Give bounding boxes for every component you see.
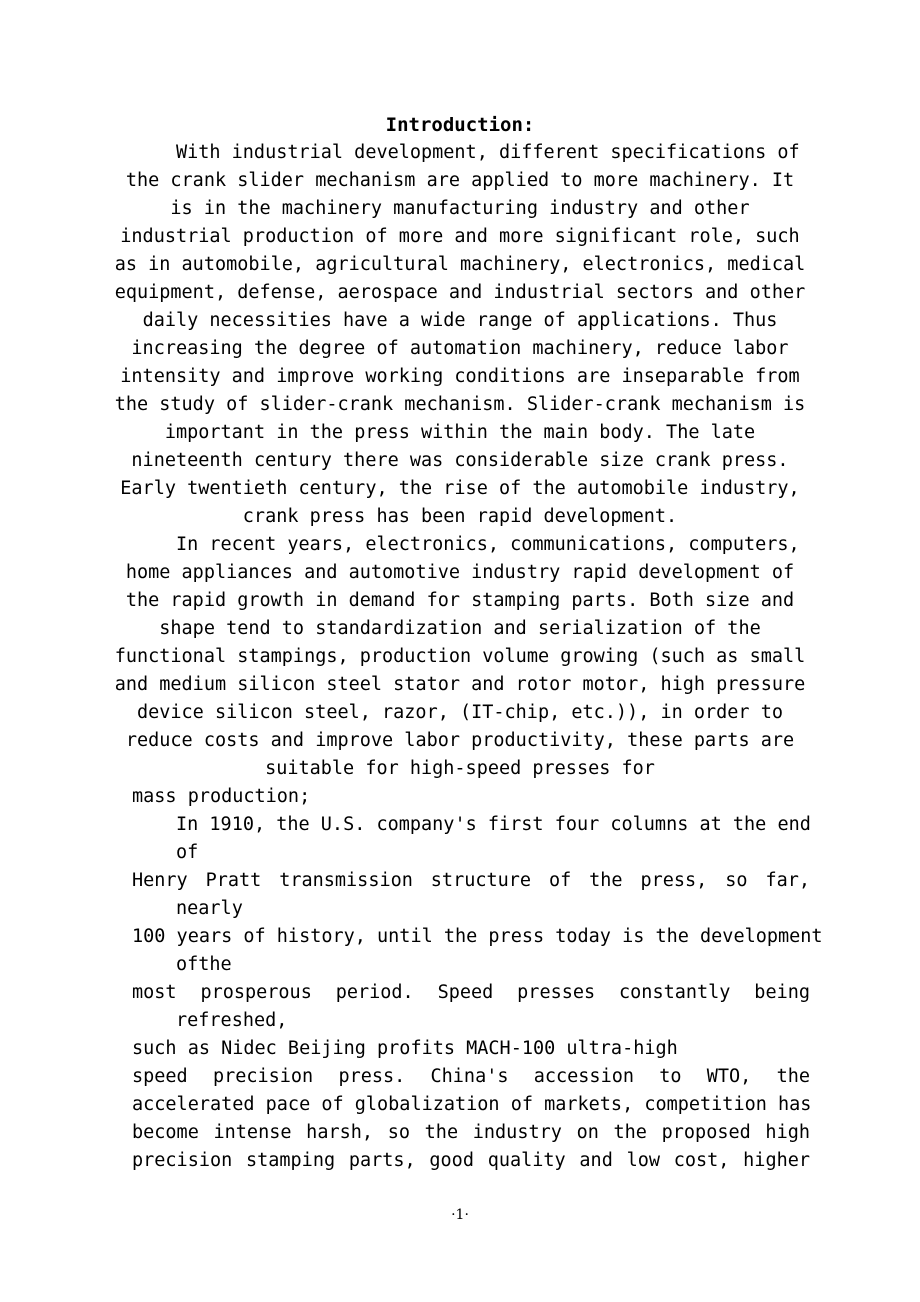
body-line: shape tend to standardization and serialization of the	[159, 618, 761, 639]
body-line: ofthe	[176, 954, 232, 975]
body-line: mass production;	[132, 786, 311, 807]
body-line: the rapid growth in demand for stamping parts. Both size and	[125, 590, 795, 611]
body-line: intensity and improve working conditions are inseparable from	[120, 366, 800, 387]
body-line: crank press has been rapid development.	[242, 506, 678, 527]
body-line: Early twentieth century, the rise of the automobile industry,	[120, 478, 800, 499]
body-line: With industrial development, different specifications of	[120, 142, 800, 163]
body-line: nearly	[176, 898, 243, 919]
body-line: speed precision press. China's accession to WTO, the	[132, 1066, 810, 1087]
page-number: ·1·	[451, 1207, 469, 1223]
body-line: and medium silicon steel stator and rotor motor, high pressure	[114, 674, 806, 695]
body-line: is in the machinery manufacturing industry and other	[170, 198, 750, 219]
body-line: the study of slider-crank mechanism. Slider-crank mechanism is	[114, 394, 806, 415]
body-line: refreshed,	[176, 1010, 288, 1031]
body-line: of	[176, 842, 199, 863]
body-line: such as Nidec Beijing profits MACH-100 ultra-high	[132, 1038, 678, 1059]
body-line: reduce costs and improve labor productivity, these parts are	[125, 730, 795, 751]
body-line: important in the press within the main body. The late	[164, 422, 756, 443]
body-line: functional stampings, production volume growing (such as small	[114, 646, 806, 667]
body-line: Henry Pratt transmission structure of the press, so far,	[132, 870, 810, 891]
body-line: 100 years of history, until the press today is the development	[132, 926, 823, 947]
body-line: as in automobile, agricultural machinery, electronics, medical	[114, 254, 806, 275]
body-line: the crank slider mechanism are applied to more machinery. It	[125, 170, 795, 191]
body-line: become intense harsh, so the industry on the proposed high	[132, 1122, 810, 1143]
body-line: device silicon steel, razor, (IT-chip, etc.)), in order to	[136, 702, 783, 723]
body-line: In recent years, electronics, communications, computers,	[120, 534, 800, 555]
body-line: most prosperous period. Speed presses constantly being	[132, 982, 810, 1003]
body-line: increasing the degree of automation machinery, reduce labor	[131, 338, 789, 359]
body-line: equipment, defense, aerospace and industrial sectors and other	[114, 282, 806, 303]
body-line: In 1910, the U.S. company's first four columns at the end	[176, 814, 811, 835]
body-line: suitable for high-speed presses for	[265, 758, 655, 779]
body-line: home appliances and automotive industry rapid development of	[125, 562, 795, 583]
section-title: Introduction:	[385, 114, 535, 136]
body-line: precision stamping parts, good quality and low cost, higher	[132, 1150, 810, 1171]
body-line: daily necessities have a wide range of applications. Thus	[142, 310, 778, 331]
body-line: accelerated pace of globalization of markets, competition has	[132, 1094, 812, 1115]
body-line: industrial production of more and more significant role, such	[120, 226, 800, 247]
body-line: nineteenth century there was considerable size crank press.	[131, 450, 789, 471]
